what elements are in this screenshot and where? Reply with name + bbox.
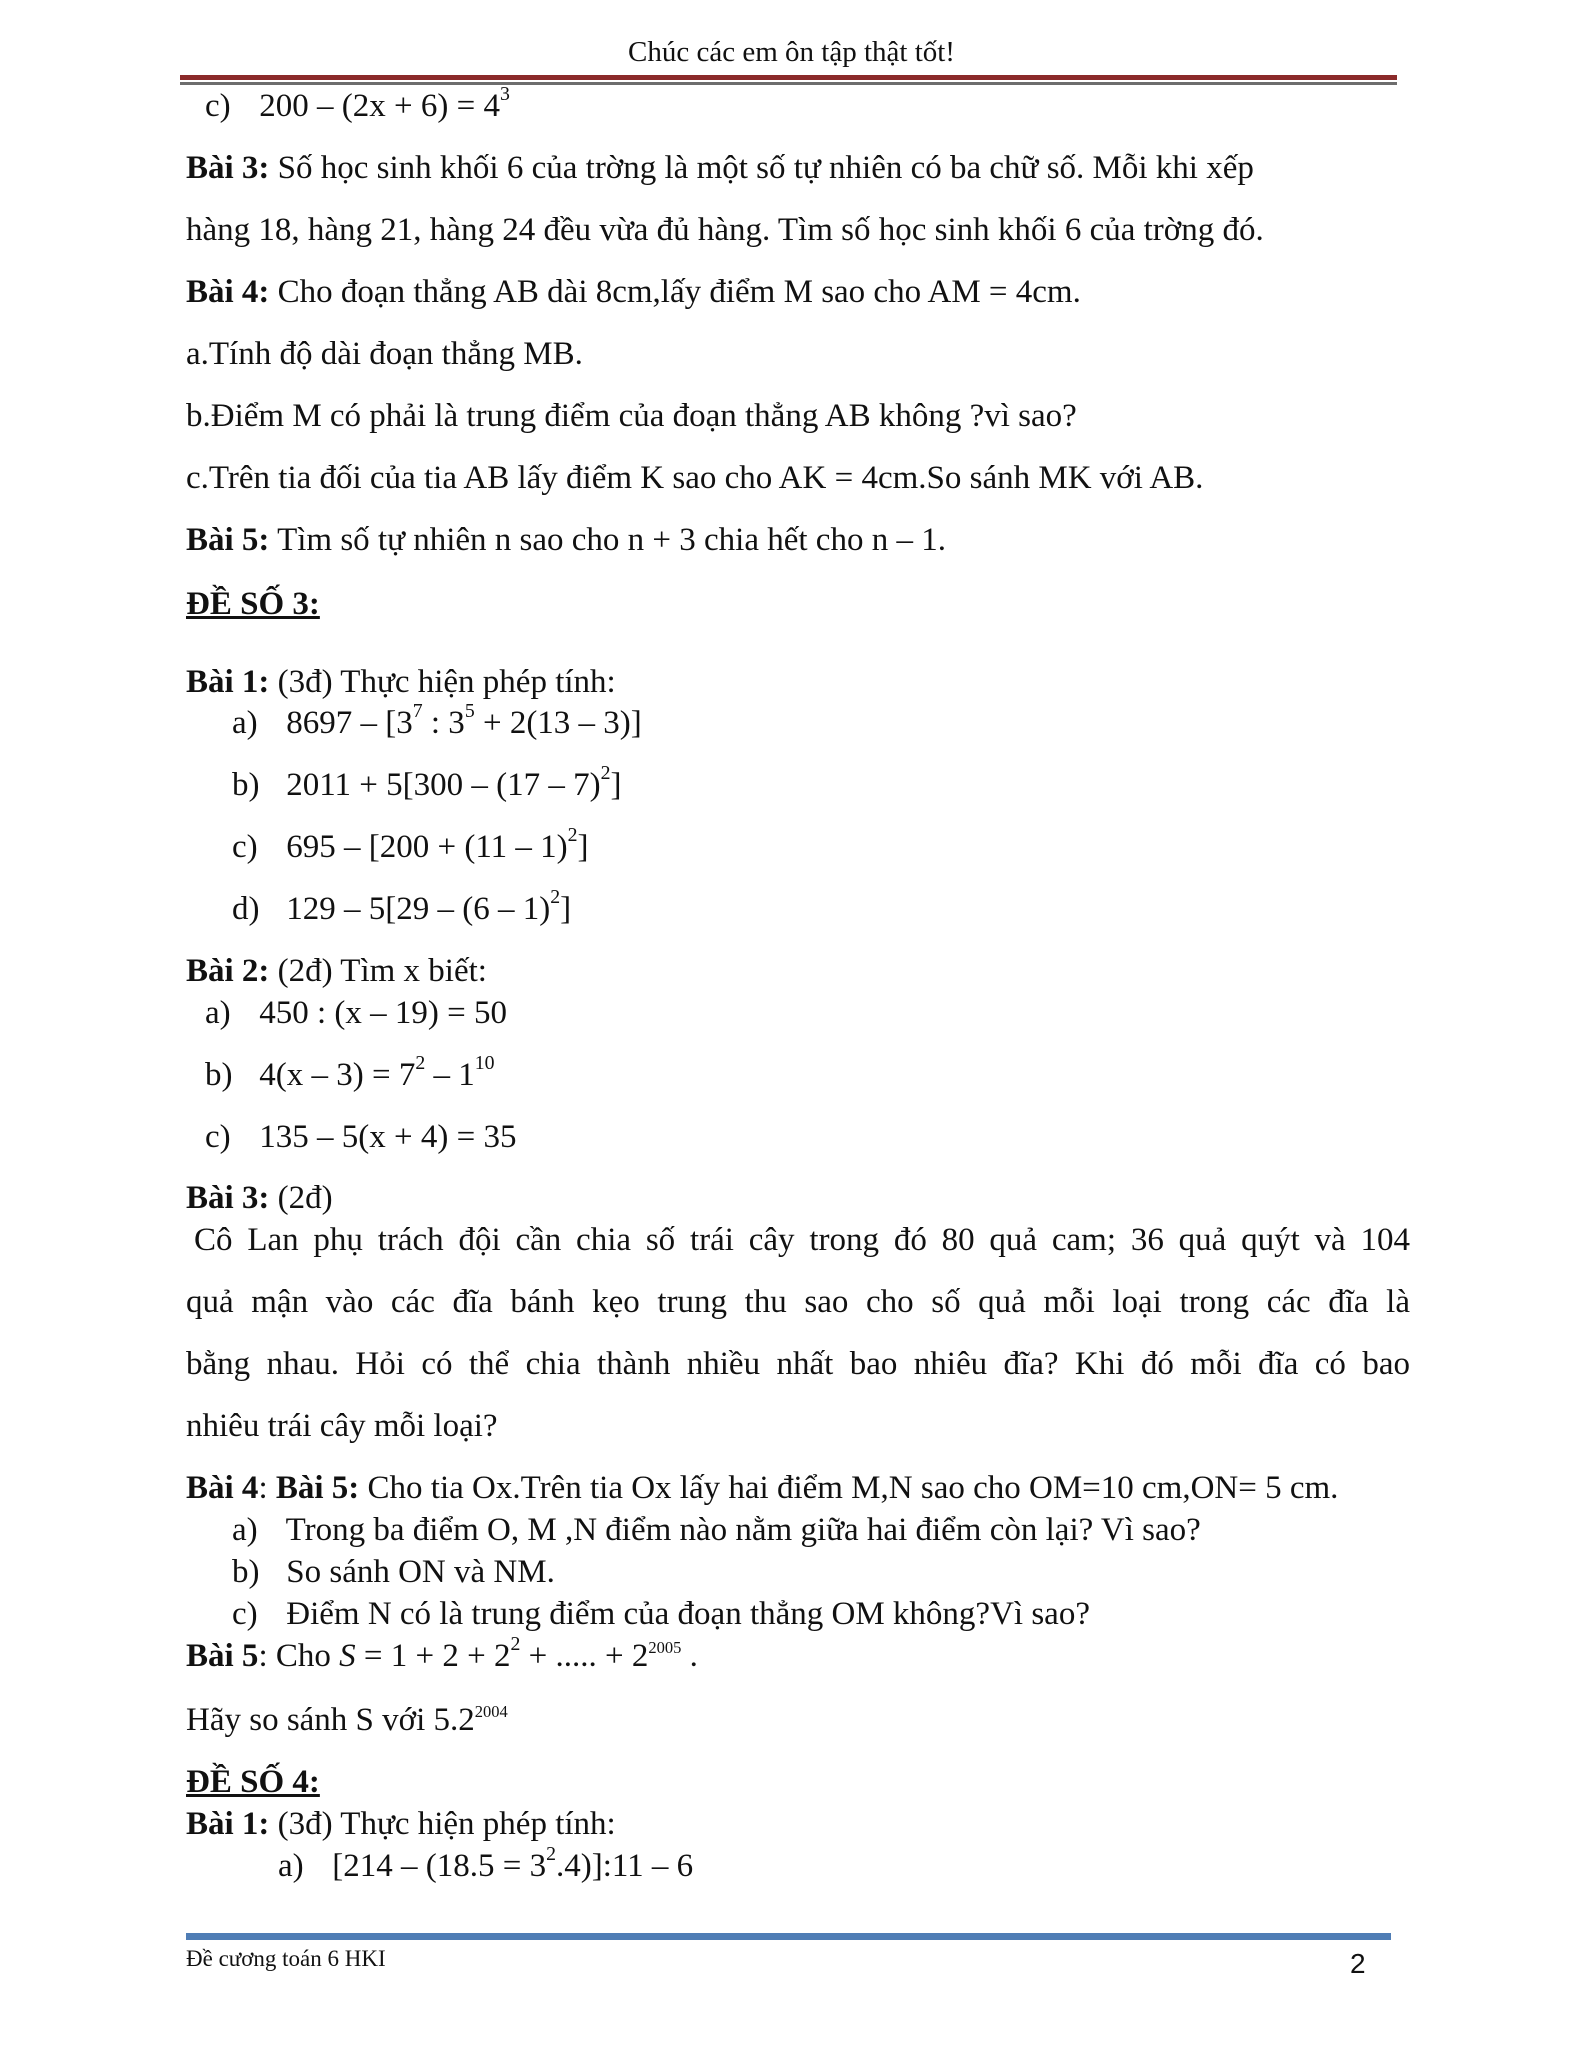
equation-line [232, 824, 589, 867]
expression: – 1 [425, 1057, 475, 1093]
expression: + ..... + 2 [520, 1638, 649, 1674]
exponent: 10 [474, 1052, 495, 1075]
equation-line [205, 1119, 516, 1157]
equation-line [232, 700, 642, 743]
problem-text: (3đ) Thực hiện phép tính: [269, 664, 616, 700]
expression: + 2(13 – 3)] [474, 705, 642, 741]
exponent: 2 [550, 886, 561, 909]
expression: 450 : (x – 19) = 50 [259, 995, 508, 1031]
question-text: So sánh ON và NM. [286, 1554, 555, 1590]
expression: 200 – (2x + 6) = 4 [259, 88, 500, 124]
problem-text: hàng 18, hàng 21, hàng 24 đều vừa đủ hàng. Tìm số học sinh khối 6 của trờng đó. [186, 212, 1264, 248]
problem-line [186, 212, 1264, 250]
item-label: a) [278, 1848, 304, 1884]
section-heading: ĐỀ SỐ 3: [186, 586, 320, 622]
problem-line [186, 1633, 698, 1676]
exponent: 7 [412, 700, 423, 723]
item-label: b) [205, 1057, 233, 1093]
math-variable: S [339, 1638, 356, 1674]
problem-number: Bài 4: [186, 274, 270, 310]
problem-number: Bài 2: [186, 953, 270, 989]
expression: ] [577, 829, 589, 865]
problem-line [186, 460, 1203, 498]
problem-number: Bài 5: [275, 1470, 360, 1506]
item-label: c) [205, 88, 231, 124]
question-text: Điểm N có là trung điểm của đoạn thẳng OM không?Vì sao? [286, 1596, 1090, 1632]
problem-text: Cô Lan phụ trách đội cần chia số trái cây trong đó 80 quả cam; 36 quả quýt và 104 [194, 1222, 1410, 1258]
problem-number: Bài 1: [186, 1806, 270, 1842]
expression: = 1 + 2 + 2 [355, 1638, 511, 1674]
expression: 8697 – [3 [286, 705, 413, 741]
problem-text: Cho đoạn thẳng AB dài 8cm,lấy điểm M sao cho AM = 4cm. [269, 274, 1081, 310]
footer-rule [186, 1933, 1391, 1940]
question-text: Trong ba điểm O, M ,N điểm nào nằm giữa hai điểm còn lại? Vì sao? [285, 1512, 1201, 1548]
problem-text: bằng nhau. Hỏi có thể chia thành nhiều nhất bao nhiêu đĩa? Khi đó mỗi đĩa có bao [186, 1346, 1410, 1382]
page-number: 2 [1350, 1948, 1366, 1979]
problem-number: Bài 3: [186, 1180, 270, 1216]
item-label: b) [232, 767, 260, 803]
separator: : [258, 1470, 276, 1506]
problem-text: (2đ) [269, 1180, 333, 1216]
exponent: 3 [499, 83, 510, 106]
expression: : 3 [422, 705, 465, 741]
problem-text: Cho tia Ox.Trên tia Ox lấy hai điểm M,N sao cho OM=10 cm,ON= 5 cm. [359, 1470, 1339, 1506]
question-item [232, 1512, 1201, 1550]
problem-text: quả mận vào các đĩa bánh kẹo trung thu sao cho số quả mỗi loại trong các đĩa là [186, 1284, 1410, 1320]
expression: ] [610, 767, 622, 803]
problem-number: Bài 5 [186, 1638, 259, 1674]
footer-title: Đề cương toán 6 HKI [186, 1946, 386, 1971]
exponent: 2 [415, 1052, 426, 1075]
item-label: c) [232, 829, 258, 865]
item-label: a) [205, 995, 231, 1031]
exponent: 2 [567, 824, 578, 847]
question-item [232, 1596, 1090, 1634]
problem-text: (2đ) Tìm x biết: [269, 953, 487, 989]
expression: [214 – (18.5 = 3 [332, 1848, 547, 1884]
problem-line [186, 1180, 333, 1218]
problem-line [186, 336, 583, 374]
expression: 2011 + 5[300 – (17 – 7) [286, 767, 601, 803]
equation-line [205, 995, 507, 1033]
header-rule-red [180, 75, 1397, 80]
problem-text: Tìm số tự nhiên n sao cho n + 3 chia hết cho n – 1. [269, 522, 946, 558]
equation-line [278, 1843, 694, 1886]
expression: 129 – 5[29 – (6 – 1) [286, 891, 551, 927]
item-label: b) [232, 1554, 260, 1590]
expression: . [681, 1638, 698, 1674]
problem-text: : Cho [258, 1638, 340, 1674]
expression: 695 – [200 + (11 – 1) [286, 829, 568, 865]
expression: .4)]:11 – 6 [555, 1848, 694, 1884]
problem-text: Số học sinh khối 6 của trờng là một số tự nhiên có ba chữ số. Mỗi khi xếp [269, 150, 1254, 186]
problem-text: b.Điểm M có phải là trung điểm của đoạn thẳng AB không ?vì sao? [186, 398, 1077, 434]
exponent: 2 [510, 1633, 521, 1656]
problem-text: a.Tính độ dài đoạn thẳng MB. [186, 336, 583, 372]
exponent: 2005 [648, 1637, 682, 1657]
exponent: 5 [464, 700, 475, 723]
expression: ] [560, 891, 572, 927]
exponent: 2004 [474, 1701, 508, 1721]
item-label: c) [205, 1119, 231, 1155]
header-rule-gray [180, 82, 1397, 85]
problem-line [186, 1470, 1338, 1508]
equation-line [205, 83, 510, 126]
problem-line [186, 522, 946, 560]
problem-text: Hãy so sánh S với 5.2 [186, 1702, 475, 1738]
problem-line [186, 150, 1254, 188]
expression: 4(x – 3) = 7 [259, 1057, 416, 1093]
expression: 135 – 5(x + 4) = 35 [259, 1119, 517, 1155]
question-item [232, 1554, 555, 1592]
equation-line [205, 1052, 495, 1095]
equation-line [232, 886, 572, 929]
problem-line [186, 398, 1077, 436]
item-label: c) [232, 1596, 258, 1632]
problem-text: nhiêu trái cây mỗi loại? [186, 1408, 498, 1444]
problem-number: Bài 4 [186, 1470, 259, 1506]
exponent: 2 [600, 762, 611, 785]
problem-line [186, 953, 487, 991]
page-header: Chúc các em ôn tập thật tốt! [628, 36, 955, 68]
section-heading: ĐỀ SỐ 4: [186, 1764, 320, 1800]
exponent: 2 [546, 1843, 556, 1866]
equation-line [232, 762, 622, 805]
problem-text: c.Trên tia đối của tia AB lấy điểm K sao cho AK = 4cm.So sánh MK với AB. [186, 460, 1204, 496]
problem-line [186, 1806, 616, 1844]
problem-line [186, 1702, 508, 1740]
problem-text: (3đ) Thực hiện phép tính: [269, 1806, 616, 1842]
problem-line [186, 664, 616, 702]
problem-number: Bài 5: [186, 522, 270, 558]
problem-number: Bài 3: [186, 150, 270, 186]
item-label: d) [232, 891, 260, 927]
item-label: a) [232, 705, 258, 741]
item-label: a) [232, 1512, 258, 1548]
problem-line [186, 274, 1081, 312]
problem-number: Bài 1: [186, 664, 270, 700]
